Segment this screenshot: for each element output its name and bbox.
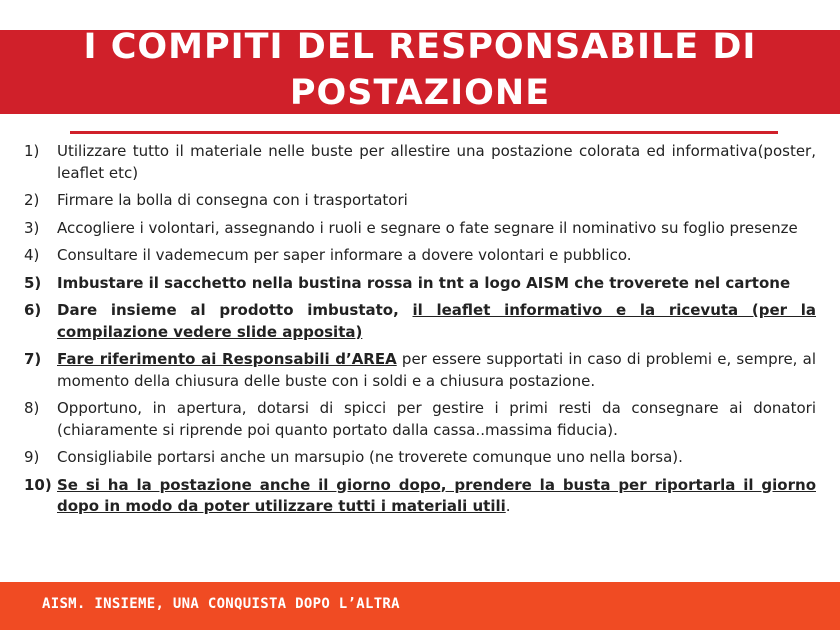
item-number: 8) [24,399,40,417]
item-number: 3) [24,218,40,237]
list-item [24,300,816,343]
item-text: Firmare la bolla di consegna con i trasportatori [57,191,408,209]
list-item [24,447,816,469]
task-list [24,141,816,524]
item-number: 7) [24,350,42,368]
item-number: 5) [24,273,42,292]
item-text: Opportuno, in apertura, dotarsi di spicci per gestire i primi resti da consegnare ai donatori (chiaramente si riprende poi quanto portato dalla cassa..massima fiducia). [57,399,816,439]
list-item [24,218,816,240]
item-text-underlined: il leaflet informativo e la ricevuta (per la compilazione vedere slide apposita) [57,301,816,341]
item-number: 10) [24,475,52,494]
list-item [24,141,816,184]
list-item [24,190,816,212]
item-text: . [505,497,511,515]
item-number: 2) [24,191,40,209]
footer-band [0,582,840,630]
item-text: Dare insieme al prodotto imbustato, [57,301,413,319]
item-number: 6) [24,301,42,319]
item-text-underlined: Se si ha la postazione anche il giorno dopo, prendere la busta per riportarla il giorno dopo in modo da poter utilizzare tutti i materiali utili [57,475,816,515]
list-item [24,475,816,518]
title-divider [70,131,778,134]
list-item [24,273,816,295]
list-item [24,349,816,392]
item-text: Consultare il vademecum per saper informare a dovere volontari e pubblico. [57,246,632,264]
item-text: Imbustare il sacchetto nella bustina rossa in tnt a logo AISM che troverete nel cartone [57,273,791,292]
item-number: 4) [24,246,40,264]
footer-slogan: AISM. INSIEME, UNA CONQUISTA DOPO L’ALTRA [42,596,400,612]
list-item [24,398,816,441]
item-text: Consigliabile portarsi anche un marsupio (ne troverete comunque uno nella borsa). [57,448,683,466]
list-item [24,245,816,267]
item-number: 9) [24,448,40,466]
page-title: I COMPITI DEL RESPONSABILE DI POSTAZIONE [83,27,757,113]
item-text: Utilizzare tutto il materiale nelle buste per allestire una postazione colorata ed informativa(poster, leaflet etc) [57,142,816,182]
item-text: per essere supportati in caso di problemi e, sempre, al momento della chiusura delle buste con i soldi e a chiusura postazione. [57,350,817,390]
item-text: Accogliere i volontari, assegnando i ruoli e segnare o fate segnare il nominativo su foglio presenze [57,218,798,237]
item-text-underlined: Fare riferimento ai Responsabili d’AREA [57,350,397,368]
item-number: 1) [24,142,40,160]
